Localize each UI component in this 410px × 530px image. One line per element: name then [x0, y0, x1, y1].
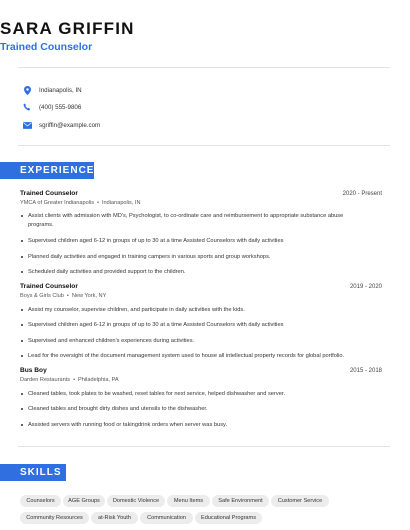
divider — [18, 67, 390, 68]
job-dates: 2020 - Present — [342, 191, 382, 197]
job-location: New York, NY — [71, 293, 107, 299]
list-item: Cleaned tables and brought dirty dishes and utensils to the dishwasher. — [20, 405, 365, 414]
list-item: Assist my counselor, supervise children, and participate in daily activities with the kids. — [20, 306, 365, 315]
job-company: Boys & Girls Club — [20, 293, 64, 299]
phone-icon — [22, 102, 32, 112]
list-item: Assist clients with admission with MD's, Psychologist, to co-ordinate care and reimbursement to appropriate substance abuse programs. — [20, 212, 365, 229]
resume-name: SARA GRIFFIN — [0, 19, 135, 38]
list-item: Cleaned tables, took plates to be washed, reset tables for next service, helped dishwasher and server. — [20, 390, 365, 399]
job-title: Trained Counselor — [20, 190, 78, 197]
skill-chip: Domestic Violence — [107, 495, 165, 507]
job-location: Indianapolis, IN — [101, 200, 141, 206]
skill-chip: at-Risk Youth — [91, 512, 138, 524]
job-dates: 2019 - 2020 — [349, 284, 382, 290]
list-item: Supervised and enhanced children's experiences during activities. — [20, 337, 365, 346]
list-item: Lead for the oversight of the document management system used to house all intellectual property records for global portfolio. — [20, 352, 365, 361]
job-company: Darden Restaurants — [20, 377, 71, 383]
skill-chip: Customer Service — [271, 495, 329, 507]
skill-chip: Educational Programs — [195, 512, 262, 524]
divider — [18, 145, 390, 146]
job-location: Philadelphia, PA — [78, 377, 119, 383]
resume-title: Trained Counselor — [0, 41, 93, 53]
job-company: YMCA of Greater Indianapolis — [20, 200, 94, 206]
skill-chip: Safe Environment — [212, 495, 269, 507]
envelope-icon — [22, 120, 32, 130]
skill-chip: Community Resources — [20, 512, 89, 524]
experience-heading: EXPERIENCE — [0, 162, 94, 179]
skill-chip: Menu Items — [167, 495, 210, 507]
skill-chip: AGE Groups — [63, 495, 105, 507]
job-entry: Trained Counselor 2020 - Present YMCA of Greater Indianapolis • Indianapolis, IN — [20, 190, 382, 206]
map-pin-icon — [22, 85, 32, 95]
contact-email — [22, 119, 100, 131]
skill-chip: Communication — [140, 512, 193, 524]
list-item: Supervised children aged 6-12 in groups of up to 30 at a time Assisted Counselors with daily activities — [20, 237, 365, 246]
list-item: Planned daily activities and engaged in training campers in various sports and group workshops. — [20, 253, 365, 262]
phone-text: (400) 555-9806 — [39, 103, 82, 111]
divider — [18, 446, 390, 447]
job-entry: Trained Counselor 2019 - 2020 Boys & Girls Club • New York, NY — [20, 283, 382, 299]
job-title: Trained Counselor — [20, 283, 78, 290]
job-dates: 2015 - 2018 — [349, 368, 382, 374]
contact-phone — [22, 101, 81, 113]
list-item: Scheduled daily activities and provided support to the children. — [20, 268, 365, 277]
list-item: Supervised children aged 6-12 in groups of up to 30 at a time Assisted Counselors with daily activities — [20, 321, 365, 330]
location-text: Indianapolis, IN — [39, 86, 82, 94]
skill-chip: Counselors — [20, 495, 61, 507]
job-title: Bus Boy — [20, 367, 47, 374]
job-entry: Bus Boy 2015 - 2018 Darden Restaurants • Philadelphia, PA — [20, 367, 382, 383]
skills-heading: SKILLS — [0, 464, 66, 481]
email-text[interactable]: sgriffin@example.com — [39, 121, 101, 129]
contact-location — [22, 84, 82, 96]
list-item: Assisted servers with running food or takingdrink orders when server was busy. — [20, 421, 365, 430]
